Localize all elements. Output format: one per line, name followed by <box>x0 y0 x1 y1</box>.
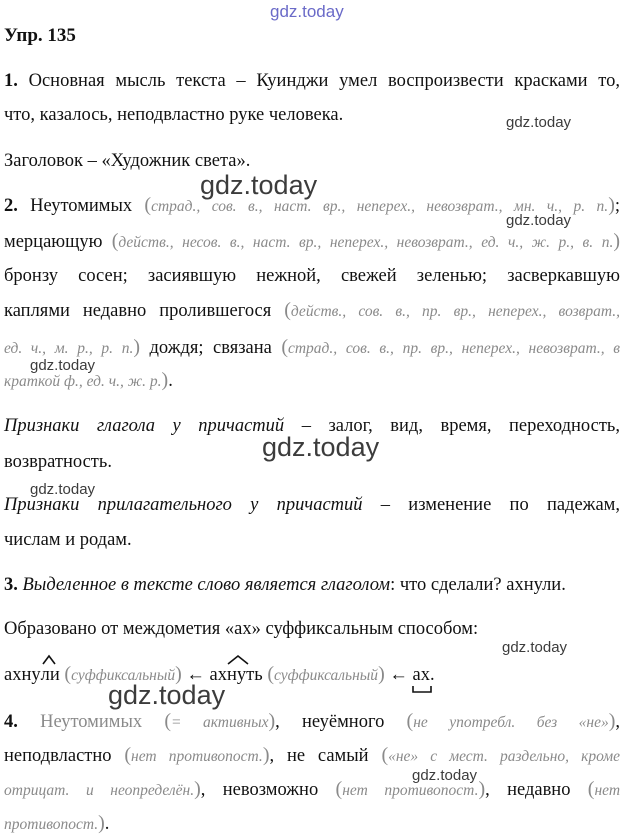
word-derivation: ахнули (суффиксальный) ← ахну ть (суффиксальный) ← ах . <box>4 662 620 688</box>
base-mark: ах <box>412 663 429 687</box>
paragraph-2-line-3: бронзу сосен; засиявшую нежной, свежей зеленью; засверкавшую <box>4 266 620 286</box>
watermark: gdz.today <box>30 357 96 374</box>
ending-mark: ли <box>41 663 60 687</box>
watermark: gdz.today <box>502 639 568 656</box>
watermark: gdz.today <box>412 767 478 784</box>
derived-word: ахнули <box>4 665 60 685</box>
paragraph-2-line-4: каплями недавно пролившегося (действ., сов. в., пр. вр., неперех., возврат., <box>4 299 621 321</box>
verb-signs-line-2: возвратность. <box>4 452 112 472</box>
derivation-arrow: ← <box>186 665 205 685</box>
suffix-mark-icon <box>227 655 249 665</box>
verb-signs-line-1: Признаки глагола у причастий – залог, вид, время, переходность, <box>4 416 620 436</box>
heading-line: Заголовок – «Художник света». <box>4 151 251 171</box>
source-word: ахну ть <box>210 665 263 685</box>
paragraph-1-line-1: 1. Основная мысль текста – Куинджи умел воспроизвести красками то, <box>4 71 620 91</box>
paragraph-4-line-4: противопост.). <box>4 812 110 834</box>
paragraph-2-line-2: мерцающую (действ., несов. в., наст. вр., неперех., невозврат., ед. ч., ж. р., в. п.) <box>4 230 620 252</box>
paragraph-2-line-1: 2. Неутомимых (страд., сов. в., наст. вр., неперех., невозврат., мн. ч., р. п.); <box>4 194 620 216</box>
watermark: gdz.today <box>108 680 226 710</box>
paragraph-3-line-2: Образовано от междометия «ах» суффиксальным способом: <box>4 619 479 639</box>
watermark: gdz.today <box>262 432 380 462</box>
exercise-title: Упр. 135 <box>4 25 76 46</box>
base-mark-icon <box>412 685 432 693</box>
suffix-mark: ну <box>227 663 246 687</box>
paragraph-2-line-5: ед. ч., м. р., р. п.) дождя; связана (страд., сов. в., пр. вр., неперех., невозврат., в <box>4 336 621 358</box>
watermark: gdz.today <box>30 481 96 498</box>
paragraph-3-line-1: 3. Выделенное в тексте слово является глаголом: что сделали? ахнули. <box>4 575 566 595</box>
watermark: gdz.today <box>506 114 572 131</box>
derivation-arrow: ← <box>389 665 408 685</box>
paragraph-4-line-3: отрицат. и неопределён.), невозможно (нет противопост.), недавно (нет <box>4 778 621 800</box>
paragraph-2-line-6: краткой ф., ед. ч., ж. р.). <box>4 369 173 391</box>
suffix-mark-icon <box>42 655 56 665</box>
watermark-top: gdz.today <box>270 2 344 21</box>
paragraph-4-line-1: 4. Неутомимых (= активных), неуёмного (не употребл. без «не»), <box>4 710 621 732</box>
paragraph-4-line-2: неподвластно (нет противопост.), не самый («не» с мест. раздельно, кроме <box>4 744 621 766</box>
adj-signs-line-1: Признаки прилагательного у причастий – изменение по падежам, <box>4 495 621 515</box>
paragraph-1-line-2: что, казалось, неподвластно руке человека. <box>4 105 344 125</box>
adj-signs-line-2: числам и родам. <box>4 530 132 550</box>
watermark: gdz.today <box>506 212 572 229</box>
watermark: gdz.today <box>200 170 318 200</box>
